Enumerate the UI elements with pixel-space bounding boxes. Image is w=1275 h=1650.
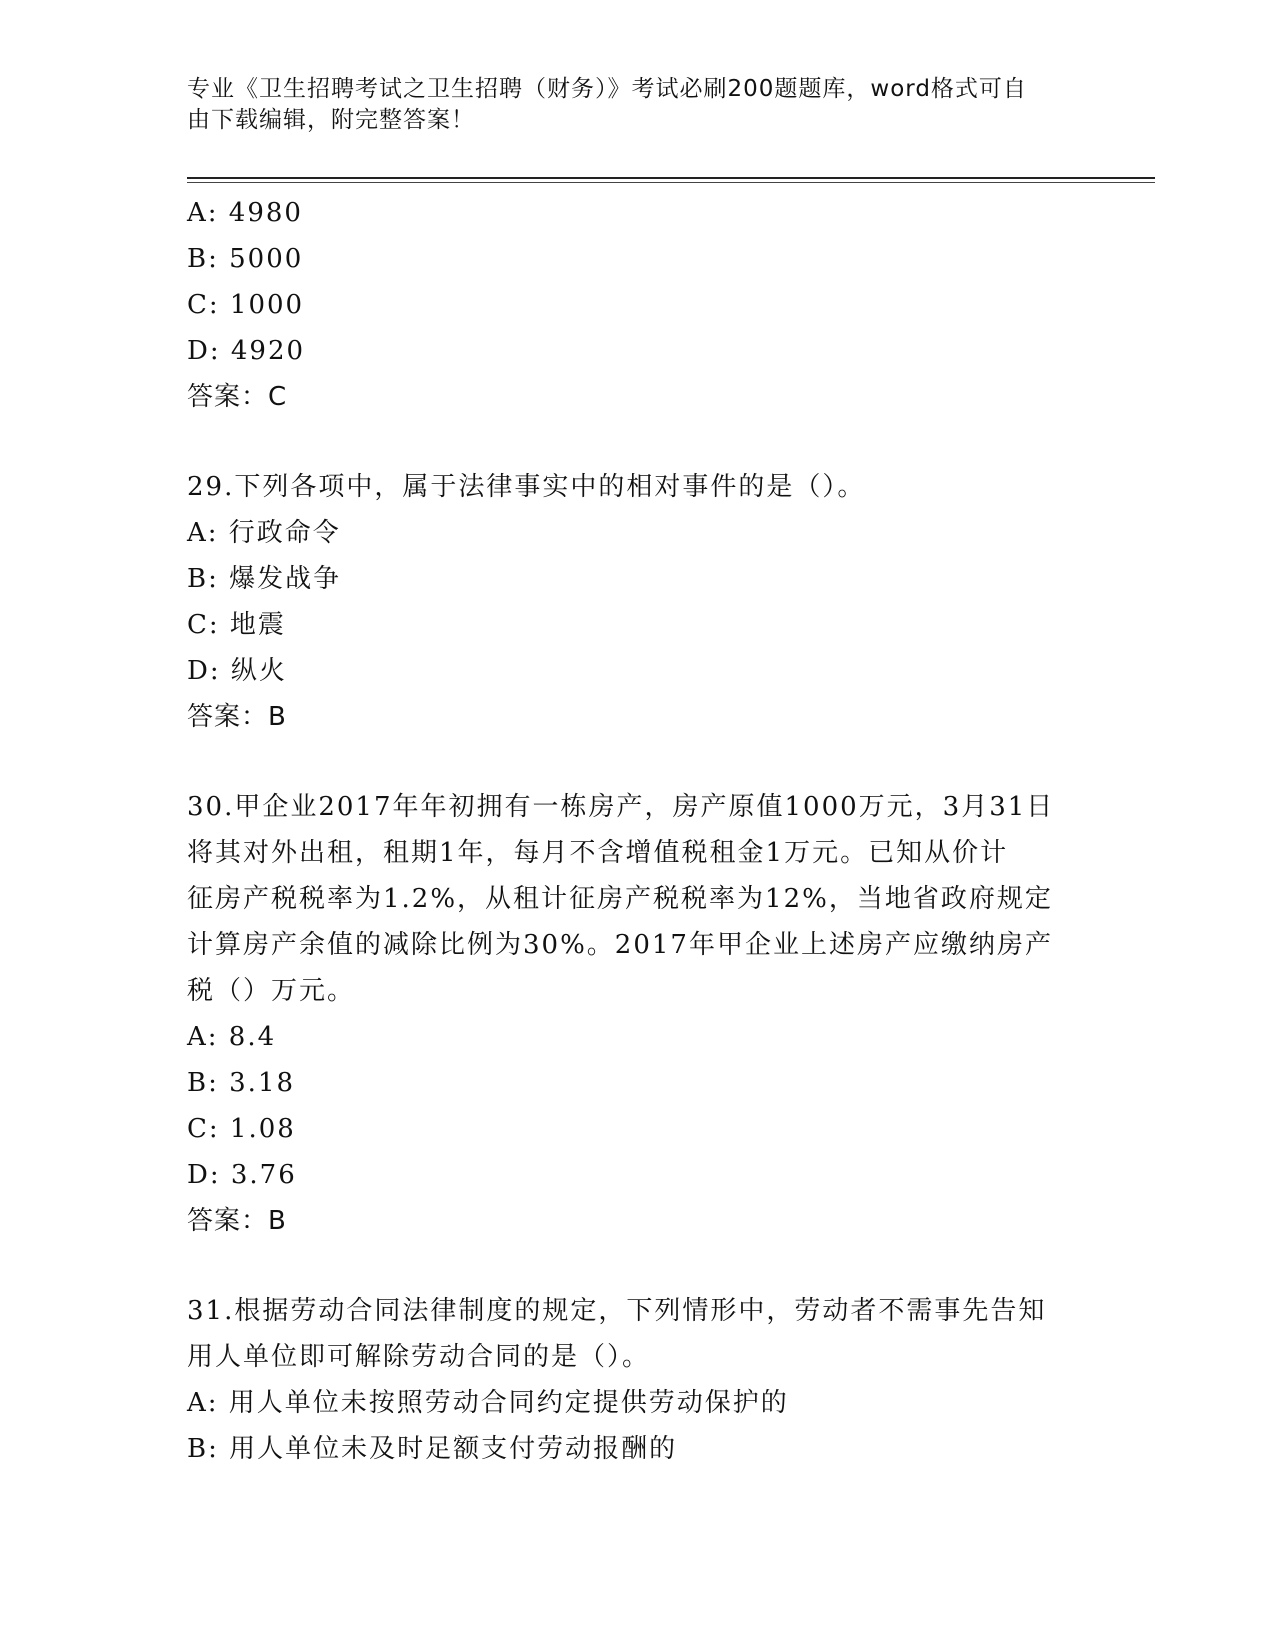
answer-line: 答案：B bbox=[187, 1206, 287, 1236]
question-31-line-2: 用人单位即可解除劳动合同的是（）。 bbox=[187, 1342, 651, 1372]
answer-line: 答案：B bbox=[187, 702, 287, 732]
option-a: A: 行政命令 bbox=[187, 518, 341, 548]
question-28-tail bbox=[187, 190, 1087, 420]
document-header bbox=[187, 74, 1067, 136]
answer-line: 答案：C bbox=[187, 382, 288, 412]
option-a: A: 8.4 bbox=[187, 1022, 277, 1052]
option-b: B: 3.18 bbox=[187, 1068, 296, 1098]
question-29-text: 29.下列各项中，属于法律事实中的相对事件的是（）。 bbox=[187, 472, 866, 502]
header-line-1: 专业《卫生招聘考试之卫生招聘（财务）》考试必刷200题题库，word格式可自 bbox=[187, 76, 1027, 102]
question-31-line-1: 31.根据劳动合同法律制度的规定，下列情形中，劳动者不需事先告知 bbox=[187, 1296, 1047, 1326]
header-rule-thick bbox=[187, 177, 1155, 179]
option-a: A: 用人单位未按照劳动合同约定提供劳动保护的 bbox=[187, 1388, 789, 1418]
option-d: D: 3.76 bbox=[187, 1160, 297, 1190]
question-content bbox=[187, 190, 1087, 1472]
option-c: C: 地震 bbox=[187, 610, 286, 640]
question-29 bbox=[187, 464, 1087, 740]
question-30-line-2: 将其对外出租，租期1年，每月不含增值税租金1万元。已知从价计 bbox=[187, 838, 1009, 868]
question-30 bbox=[187, 784, 1087, 1244]
question-30-line-4: 计算房产余值的减除比例为30%。2017年甲企业上述房产应缴纳房产 bbox=[187, 930, 1053, 960]
option-c: C: 1.08 bbox=[187, 1114, 296, 1144]
option-a: A: 4980 bbox=[187, 198, 303, 228]
option-c: C: 1000 bbox=[187, 290, 305, 320]
question-30-line-5: 税（）万元。 bbox=[187, 976, 356, 1006]
header-line-2: 由下载编辑，附完整答案！ bbox=[187, 107, 475, 133]
option-b: B: 用人单位未及时足额支付劳动报酬的 bbox=[187, 1434, 678, 1464]
option-d: D: 纵火 bbox=[187, 656, 287, 686]
option-b: B: 爆发战争 bbox=[187, 564, 342, 594]
question-31-text bbox=[187, 1288, 1067, 1380]
question-30-text bbox=[187, 784, 1067, 1014]
option-b: B: 5000 bbox=[187, 244, 304, 274]
question-30-line-3: 征房产税税率为1.2%，从租计征房产税税率为12%，当地省政府规定 bbox=[187, 884, 1053, 914]
option-d: D: 4920 bbox=[187, 336, 306, 366]
header-rule-thin bbox=[187, 182, 1155, 183]
question-31 bbox=[187, 1288, 1087, 1472]
question-30-line-1: 30.甲企业2017年年初拥有一栋房产，房产原值1000万元，3月31日 bbox=[187, 792, 1055, 822]
